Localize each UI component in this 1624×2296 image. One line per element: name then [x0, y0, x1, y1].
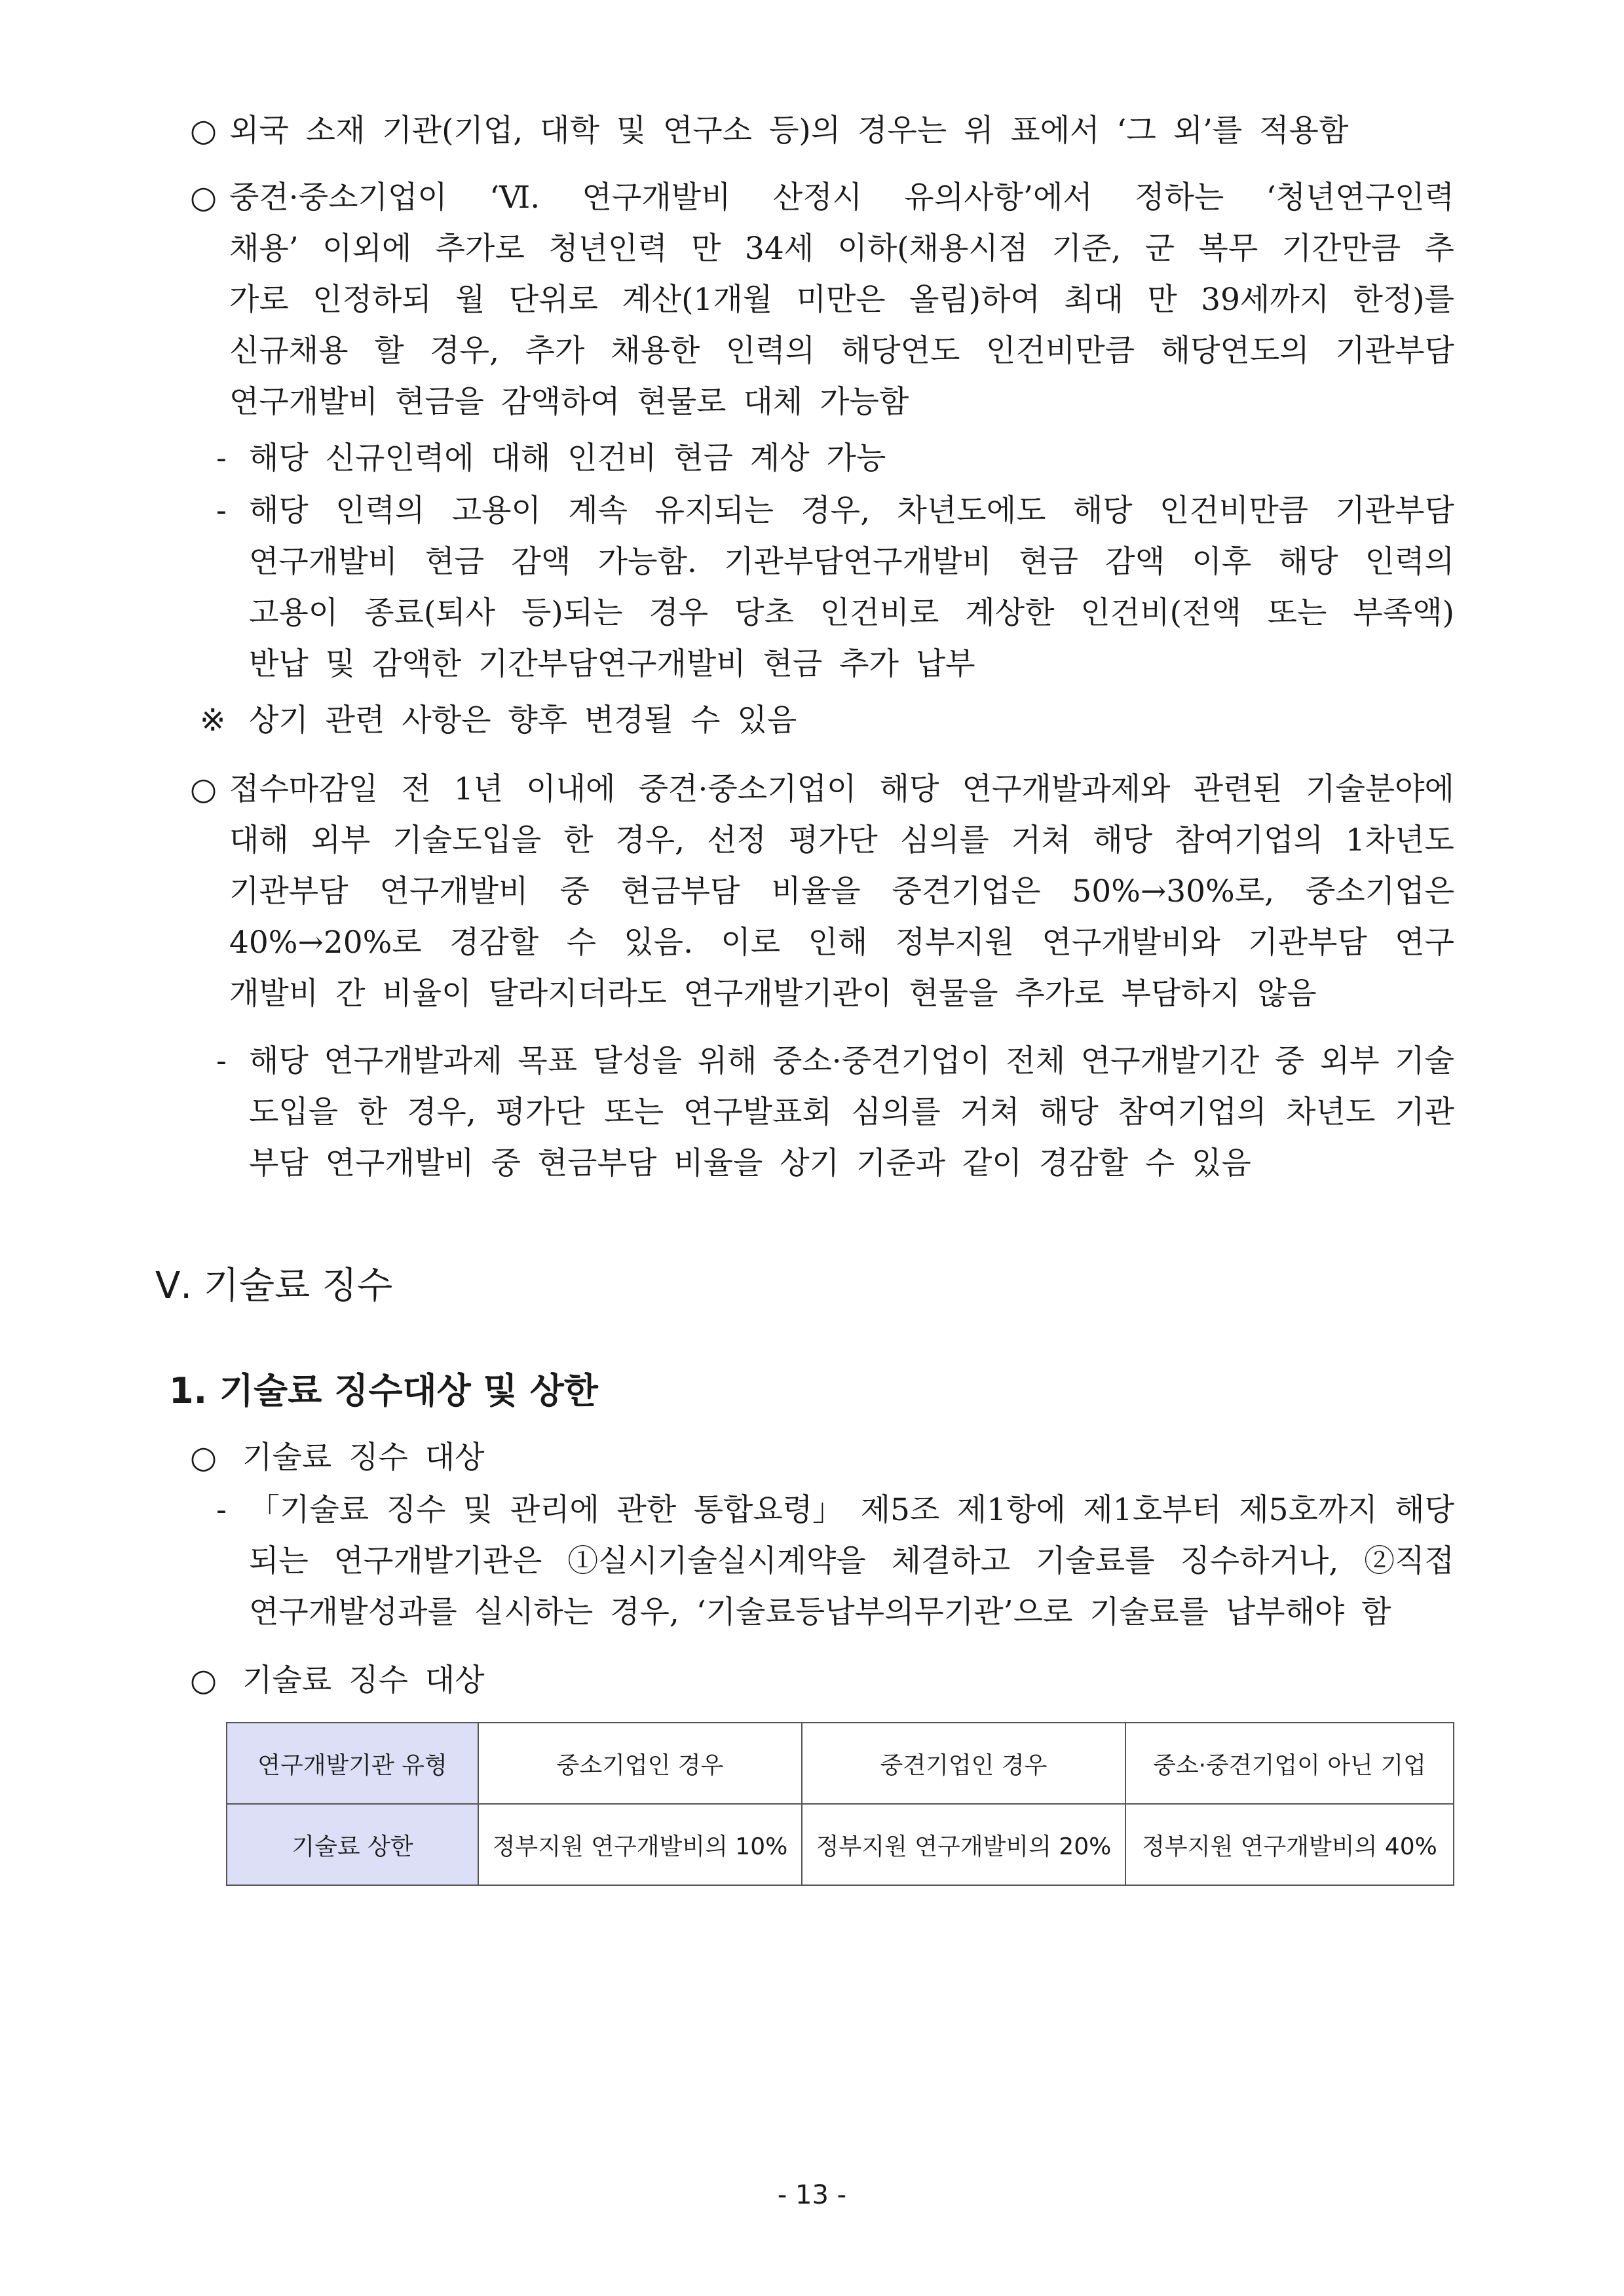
word: 신규채용: [229, 333, 349, 369]
word: 제5조: [860, 1492, 940, 1528]
word: 있음: [1191, 1145, 1251, 1181]
word: 해당: [249, 493, 309, 529]
word: 중견기업은: [892, 873, 1041, 909]
word: 50%→30%로,: [1072, 873, 1275, 909]
word: 및: [616, 113, 647, 149]
text-line: [249, 439, 1454, 478]
word: ‘그: [1116, 113, 1156, 149]
word: 채용한: [611, 333, 700, 369]
word: 해당: [1278, 544, 1338, 580]
word: 인건비(전액: [1080, 595, 1241, 631]
word: 가능함.: [597, 544, 697, 580]
word: 경감할: [449, 925, 539, 961]
word: 연구개발비와: [1042, 925, 1220, 961]
word: 추가: [525, 333, 585, 369]
dash-icon: -: [216, 493, 227, 529]
word: 산정시: [772, 180, 863, 216]
word: 통합요령」: [693, 1492, 844, 1528]
word: 차년도에도: [897, 493, 1046, 529]
word: 등)되는: [521, 595, 623, 631]
word: 또는: [1267, 595, 1327, 631]
word: 및: [325, 646, 356, 682]
word: ‘청년연구인력: [1266, 180, 1454, 216]
word: 감액: [1105, 544, 1165, 580]
table-cell: 정부지원 연구개발비의 40%: [1125, 1804, 1454, 1885]
note-mark-icon: ※: [200, 702, 226, 738]
word: 연구개발성과를: [249, 1594, 457, 1630]
text-line: [249, 1542, 1454, 1581]
word: 정하는: [1135, 180, 1224, 216]
word: 연구개발비: [325, 1145, 474, 1181]
word: 비율을: [673, 1145, 763, 1181]
text-line: [229, 974, 1454, 1014]
text-line: [229, 383, 1454, 422]
word: 연구개발기관은: [333, 1543, 542, 1579]
text-line: [242, 1661, 1454, 1700]
bullet-icon: ○: [190, 180, 217, 216]
text-line: [229, 229, 1454, 269]
word: 기준,: [1051, 231, 1122, 267]
table-header-cell: 중소기업인 경우: [478, 1723, 802, 1804]
word: 부담: [249, 1145, 309, 1181]
word: 현물로: [637, 384, 727, 420]
subsection-title: 1. 기술료 징수대상 및 상한: [169, 1370, 598, 1411]
word: 있음.: [624, 925, 694, 961]
word: 또는: [604, 1094, 664, 1130]
bullet-icon: ○: [190, 1662, 217, 1698]
word: 해당: [879, 771, 939, 807]
table-cell: 정부지원 연구개발비의 10%: [478, 1804, 802, 1885]
word: ‘Ⅵ.: [489, 180, 540, 216]
word: 만: [691, 231, 721, 267]
dash-icon: -: [216, 440, 227, 476]
word: 외국: [229, 113, 289, 149]
word: 추: [1424, 231, 1454, 267]
word: 목표: [518, 1043, 578, 1079]
word: 비율이: [382, 976, 472, 1012]
word: 현금: [425, 544, 485, 580]
word: 추가: [839, 646, 899, 682]
word: 위: [964, 113, 994, 149]
word: 인건비: [567, 440, 657, 476]
word: 고용이: [451, 493, 541, 529]
word: 계산(1개월: [622, 282, 773, 318]
text-line: [229, 280, 1454, 320]
word: 부족액): [1353, 595, 1454, 631]
table-row-label: 기술료 상한: [227, 1804, 478, 1885]
word: 인력의: [725, 333, 816, 369]
word: 가로: [229, 282, 289, 318]
word: 연구개발기간: [1080, 1043, 1260, 1079]
word: 선정: [706, 822, 766, 858]
word: 1년: [453, 771, 504, 807]
word: 평가단: [788, 822, 878, 858]
word: ②직접: [1364, 1543, 1454, 1579]
word: 해당: [1395, 1492, 1454, 1528]
word: 참여기업의: [1174, 822, 1323, 858]
word: 경우,: [407, 1094, 476, 1130]
word: 「기술료: [249, 1492, 369, 1528]
word: 미만은: [796, 282, 886, 318]
word: 차년도: [1286, 1094, 1376, 1130]
word: 비율을: [771, 873, 861, 909]
word: 중: [491, 1145, 521, 1181]
word: 대학: [540, 113, 599, 149]
word: 기술: [1395, 1043, 1454, 1079]
word: 인건비로: [820, 595, 939, 631]
word: 가능: [826, 440, 886, 476]
table-header-cell: 연구개발기관 유형: [227, 1723, 478, 1804]
page-number: - 13 -: [777, 2180, 847, 2210]
word: 연구개발비: [249, 544, 398, 580]
word: 정부지원: [895, 925, 1015, 961]
word: 참여기업의: [1118, 1094, 1267, 1130]
word: 되는: [249, 1543, 309, 1579]
bullet-icon: ○: [190, 113, 217, 149]
word: 납부해야: [1225, 1594, 1345, 1630]
word: 및: [463, 1492, 493, 1528]
word: 제1호부터: [1083, 1492, 1222, 1528]
text-line: [249, 491, 1454, 531]
word: 군: [1144, 231, 1175, 267]
word: 달성을: [592, 1043, 682, 1079]
royalty-cap-table: [226, 1722, 1454, 1886]
text-line: [229, 332, 1454, 371]
word: 이외에: [322, 231, 412, 267]
word: 기관부담: [1248, 925, 1367, 961]
word: 대상: [425, 1440, 485, 1476]
word: 기준과: [856, 1145, 946, 1181]
word: 있음: [737, 702, 797, 738]
word: 기관부담: [229, 873, 349, 909]
word: 현금: [763, 646, 823, 682]
word: 기술료: [242, 1662, 332, 1698]
word: 징수: [349, 1440, 408, 1476]
word: 34세: [744, 231, 814, 267]
word: 현금을: [394, 384, 485, 420]
word: 기술분야에: [1305, 771, 1454, 807]
word: 징수하거나,: [1180, 1543, 1339, 1579]
word: 당초: [734, 595, 794, 631]
word: 경우,: [610, 1594, 679, 1630]
word: 현금: [673, 440, 734, 476]
word: 인해: [808, 925, 868, 961]
word: 등)의: [769, 113, 841, 149]
word: 해당연도의: [1160, 333, 1310, 369]
word: 이내에: [526, 771, 616, 807]
bullet-icon: ○: [190, 771, 217, 807]
word: 대해: [229, 822, 289, 858]
word: 중소·중견기업이: [772, 1043, 991, 1079]
word: 연구개발비: [379, 873, 529, 909]
word: 상기: [780, 1145, 840, 1181]
word: 해당: [249, 1043, 309, 1079]
word: 감액한: [371, 646, 462, 682]
word: 관리에: [510, 1492, 599, 1528]
word: 전: [401, 771, 431, 807]
word: 현물을: [909, 976, 998, 1012]
word: 관한: [616, 1492, 677, 1528]
word: 최대: [1064, 282, 1124, 318]
word: 중견·중소기업이: [638, 771, 857, 807]
word: 상기: [249, 702, 309, 738]
word: 심의를: [899, 822, 989, 858]
word: 인력의: [1365, 544, 1454, 580]
word: 수: [566, 925, 596, 961]
text-line: [249, 1042, 1454, 1081]
word: 향후: [508, 702, 568, 738]
word: 채용’: [229, 231, 299, 267]
text-line: [249, 645, 1454, 684]
word: 도입을: [249, 1094, 339, 1130]
word: 기술료를: [1036, 1543, 1155, 1579]
word: 복무: [1198, 231, 1258, 267]
word: 대체: [743, 384, 803, 420]
word: 해당: [1038, 1094, 1099, 1130]
word: 사항은: [402, 702, 491, 738]
text-line: [249, 1093, 1454, 1132]
word: 접수마감일: [229, 771, 379, 807]
word: 경우는: [858, 113, 947, 149]
word: 외부: [311, 822, 371, 858]
word: 중: [559, 873, 590, 909]
word: 중견·중소기업이: [229, 180, 447, 216]
word: 중: [1274, 1043, 1305, 1079]
word: 종료(퇴사: [364, 595, 496, 631]
word: 해당: [1072, 493, 1133, 529]
word: 연구발표회: [683, 1094, 832, 1130]
word: 위해: [697, 1043, 757, 1079]
text-line: [249, 1144, 1454, 1183]
word: 해당연도: [840, 333, 960, 369]
word: 기간만큼: [1281, 231, 1401, 267]
word: 대상: [425, 1662, 485, 1698]
word: 거쳐: [1011, 822, 1071, 858]
word: 적용함: [1259, 113, 1349, 149]
text-line: [249, 543, 1454, 582]
word: 기술도입을: [392, 822, 542, 858]
dash-icon: -: [216, 1492, 227, 1528]
word: 인건비만큼: [1160, 493, 1309, 529]
word: 한: [563, 822, 594, 858]
word: 인건비만큼: [986, 333, 1135, 369]
text-line: [229, 178, 1454, 218]
word: 해당: [1093, 822, 1153, 858]
word: 실시하는: [474, 1594, 594, 1630]
word: 수: [690, 702, 721, 738]
text-line: [229, 770, 1454, 809]
text-line: [249, 1593, 1454, 1632]
word: 않음: [1256, 976, 1317, 1012]
word: 기술료: [242, 1440, 332, 1476]
table-header-cell: 중소·중견기업이 아닌 기업: [1125, 1723, 1454, 1804]
word: 올림)하여: [909, 282, 1040, 318]
word: ‘기술료등납부의무기관’으로: [696, 1594, 1073, 1630]
word: 현금: [1019, 544, 1078, 580]
text-line: [242, 1438, 1454, 1478]
word: 신규인력에: [325, 440, 474, 476]
word: 소재: [305, 113, 366, 149]
word: 유의사항’에서: [904, 180, 1093, 216]
word: 계속: [568, 493, 628, 529]
word: 청년인력: [548, 231, 668, 267]
word: 해당: [249, 440, 309, 476]
word: 감액하여: [500, 384, 620, 420]
table-header-cell: 중견기업인 경우: [802, 1723, 1125, 1804]
word: 계상한: [965, 595, 1055, 631]
word: 중소기업은: [1305, 873, 1454, 909]
word: 1차년도: [1345, 822, 1454, 858]
word: 유지되는: [654, 493, 774, 529]
section-title: Ⅴ. 기술료 징수: [155, 1265, 393, 1307]
word: 체결하고: [891, 1543, 1011, 1579]
word: 현금부담: [620, 873, 740, 909]
word: 전체: [1006, 1043, 1066, 1079]
word: 개발비: [229, 976, 319, 1012]
word: 제5호까지: [1239, 1492, 1378, 1528]
word: 경우,: [430, 333, 500, 369]
word: 심의를: [851, 1094, 941, 1130]
word: 감액: [511, 544, 571, 580]
word: 경우,: [615, 822, 685, 858]
table-row: [227, 1804, 1454, 1885]
word: 대해: [491, 440, 551, 476]
word: 추가로: [435, 231, 525, 267]
word: 표에서: [1010, 113, 1100, 149]
word: 기관부담: [1335, 493, 1454, 529]
word: 이후: [1192, 544, 1252, 580]
word: 기관: [1395, 1094, 1454, 1130]
table-cell: 정부지원 연구개발비의 20%: [802, 1804, 1125, 1885]
word: 가능함: [820, 384, 909, 420]
word: 39세까지: [1201, 282, 1330, 318]
word: 40%→20%로: [229, 925, 422, 961]
text-line: [249, 594, 1454, 633]
word: 납부: [915, 646, 975, 682]
word: 부담하지: [1121, 976, 1241, 1012]
word: 기관(기업,: [382, 113, 523, 149]
word: 인력의: [335, 493, 425, 529]
word: 계상: [749, 440, 810, 476]
word: 기관부담연구개발비: [724, 544, 992, 580]
word: 함: [1361, 1594, 1391, 1630]
word: 한: [357, 1094, 388, 1130]
word: 연구개발기관이: [683, 976, 892, 1012]
word: 관련: [325, 702, 385, 738]
word: 수: [1144, 1145, 1175, 1181]
word: 거쳐: [960, 1094, 1020, 1130]
word: 반납: [249, 646, 309, 682]
text-line: [229, 111, 1454, 151]
word: 현금부담: [537, 1145, 657, 1181]
word: 이로: [721, 925, 781, 961]
word: 단위로: [508, 282, 598, 318]
word: 연구: [1395, 925, 1454, 961]
word: 월: [455, 282, 485, 318]
word: 이하(채용시점: [837, 231, 1029, 267]
word: 외부: [1319, 1043, 1380, 1079]
word: 연구개발과제: [324, 1043, 502, 1079]
word: 인정하되: [312, 282, 432, 318]
word: 추가로: [1015, 976, 1105, 1012]
word: 한정)를: [1353, 282, 1454, 318]
word: 만: [1147, 282, 1177, 318]
text-line: [229, 872, 1454, 911]
word: 고용이: [249, 595, 339, 631]
word: 기간부담연구개발비: [478, 646, 746, 682]
word: 관련된: [1193, 771, 1283, 807]
table-header-row: [227, 1723, 1454, 1804]
word: 연구개발비: [582, 180, 731, 216]
word: 기관부담: [1335, 333, 1454, 369]
word: 간: [335, 976, 366, 1012]
word: 기술료를: [1089, 1594, 1209, 1630]
word: 같이: [962, 1145, 1022, 1181]
word: 제1항에: [956, 1492, 1066, 1528]
text-line: [229, 821, 1454, 860]
text-line: [249, 701, 1454, 740]
word: ①실시기술실시계약을: [567, 1543, 866, 1579]
word: 변경될: [584, 702, 674, 738]
text-line: [229, 923, 1454, 963]
text-line: [249, 1491, 1454, 1530]
word: 외’를: [1173, 113, 1243, 149]
word: 평가단: [495, 1094, 585, 1130]
word: 경우,: [801, 493, 871, 529]
dash-icon: -: [216, 1043, 227, 1079]
word: 연구소: [662, 113, 753, 149]
word: 경감할: [1038, 1145, 1128, 1181]
word: 징수: [349, 1662, 408, 1698]
word: 달라지더라도: [488, 976, 667, 1012]
word: 할: [374, 333, 404, 369]
bullet-icon: ○: [190, 1440, 217, 1476]
word: 징수: [386, 1492, 446, 1528]
word: 경우: [649, 595, 709, 631]
word: 연구개발비: [229, 384, 379, 420]
word: 연구개발과제와: [962, 771, 1171, 807]
